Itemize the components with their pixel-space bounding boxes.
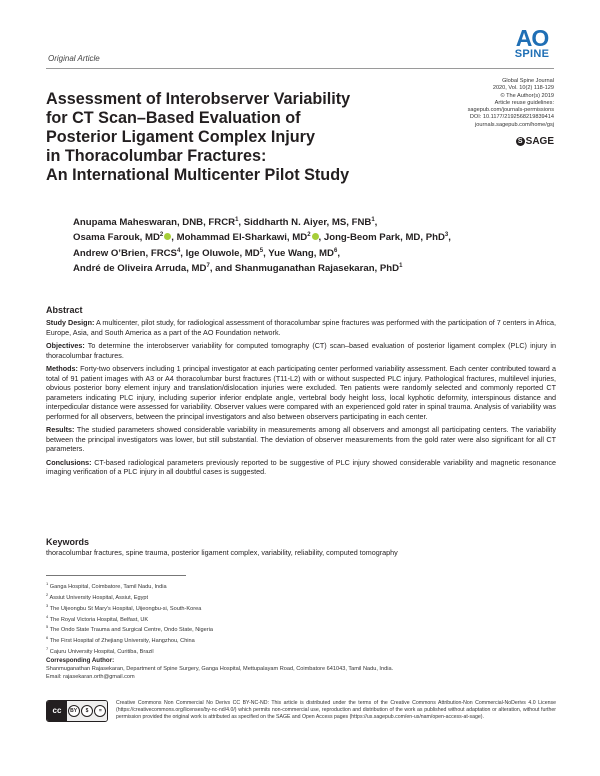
cc-license-badge[interactable] bbox=[46, 700, 108, 722]
by-icon: BY bbox=[68, 705, 80, 717]
abstract-conclusions bbox=[46, 458, 556, 477]
corresponding-author-heading: Corresponding Author: bbox=[46, 657, 115, 664]
journal-copyright: © The Author(s) 2019 bbox=[500, 92, 554, 99]
abstract-label: Conclusions: bbox=[46, 457, 92, 467]
journal-info bbox=[468, 78, 554, 129]
affiliation-item: $^7$ Cajuru University Hospital, Curitiba, Brazil bbox=[46, 646, 154, 656]
affiliation-marker: 6 bbox=[333, 247, 338, 254]
abstract-heading: Abstract bbox=[46, 305, 83, 315]
abstract-text: CT-based radiological parameters previously reported to be suggestive of PLC injury showed considerable variability and magnetic resonance imaging verification of a PLC injury in all doubtful cases is suggested. bbox=[46, 457, 556, 476]
author-name[interactable]: , Yue Wang, MD bbox=[263, 248, 334, 260]
abstract-objectives bbox=[46, 341, 556, 360]
cc-conditions bbox=[67, 701, 107, 721]
author-name[interactable]: André de Oliveira Arruda, MD bbox=[73, 263, 207, 275]
corresponding-email[interactable]: Email: rajasekaran.orth@gmail.com bbox=[46, 673, 135, 680]
keywords-text: thoracolumbar fractures, spine trauma, posterior ligament complex, variability, reliability, computed tomography bbox=[46, 548, 398, 557]
affiliations-divider bbox=[46, 575, 186, 576]
title-line: for CT Scan–Based Evaluation of bbox=[46, 109, 301, 127]
affiliation-marker: 1 bbox=[235, 217, 239, 223]
affiliation-item: $^5$ The Ondo State Trauma and Surgical Centre, Ondo State, Nigeria bbox=[46, 624, 213, 634]
abstract-text: The studied parameters showed considerable variability in measurements among all observers and amongst all participating centers. The variability between the principal investigators was lower, but still substantial. The deviation of observer measurements from the gold rater were also significant for all CT parameters. bbox=[46, 425, 556, 453]
affiliation-item: $^2$ Assiut University Hospital, Assiut, Egypt bbox=[46, 591, 149, 601]
affiliation-marker: 2 bbox=[159, 232, 164, 239]
sage-s-icon: S bbox=[516, 137, 525, 146]
affiliation-marker: 5 bbox=[259, 247, 264, 254]
logo-ao-text: AO bbox=[515, 25, 549, 51]
author-line bbox=[73, 260, 543, 275]
orcid-icon[interactable] bbox=[312, 233, 319, 240]
author-name[interactable]: , Mohammad El-Sharkawi, MD bbox=[171, 232, 308, 244]
affiliation-marker: 4 bbox=[176, 247, 181, 254]
affiliation-marker: 7 bbox=[206, 263, 210, 270]
abstract-results bbox=[46, 425, 556, 454]
article-type-label: Original Article bbox=[48, 54, 100, 63]
journal-doi[interactable]: DOI: 10.1177/2192568219839414 bbox=[469, 114, 554, 121]
logo-spine-text: SPINE bbox=[514, 48, 550, 60]
author-name[interactable]: Osama Farouk, MD bbox=[73, 232, 160, 244]
abstract-methods bbox=[46, 364, 556, 421]
author-name[interactable]: , and Shanmuganathan Rajasekaran, PhD bbox=[209, 263, 400, 275]
ao-spine-logo bbox=[506, 27, 558, 60]
abstract-label: Study Design: bbox=[46, 318, 95, 327]
sage-wordmark: SAGE bbox=[525, 136, 554, 147]
author-name[interactable]: , Ige Oluwole, MD bbox=[180, 248, 260, 260]
article-title bbox=[46, 90, 426, 185]
affiliation-marker: 1 bbox=[399, 263, 403, 270]
journal-reuse-link[interactable]: sagepub.com/journals-permissions bbox=[467, 107, 554, 114]
journal-volume: 2020, Vol. 10(2) 118-129 bbox=[492, 85, 554, 92]
affiliation-marker: 1 bbox=[371, 217, 375, 223]
title-line: An International Multicenter Pilot Study bbox=[46, 166, 350, 184]
abstract-study-design bbox=[46, 318, 556, 337]
affiliation-item: $^1$ Ganga Hospital, Coimbatore, Tamil Nadu, India bbox=[46, 581, 167, 590]
affiliations-list bbox=[46, 580, 213, 656]
title-line: Assessment of Interobserver Variability bbox=[46, 90, 351, 108]
affiliation-item: $^4$ The Royal Victoria Hospital, Belfast, UK bbox=[46, 613, 149, 623]
license-text: Creative Commons Non Commercial No Derivs CC BY-NC-ND: This article is distributed under the terms of the Creative Commons Attribution-Non Commercial-NoDerivs 4.0 License (https://creativecommons.org/licenses/by-nc-nd/4.0/) which permits non-commercial use, reproduction and distribution of the work as published without adaptation or alteration, without further permission provided the original work is attributed as specified on the SAGE and Open Access pages (https://us.sagepub.com/en-us/nam/open-access-at-sage). bbox=[116, 700, 556, 721]
affiliation-item: $^6$ The First Hospital of Zhejiang University, Hangzhou, China bbox=[46, 635, 195, 645]
header-divider bbox=[46, 68, 554, 69]
title-line: in Thoracolumbar Fractures: bbox=[46, 147, 267, 165]
nd-icon: = bbox=[94, 705, 106, 717]
abstract-text: Forty-two observers including 1 principal investigator at each participating center performed variability assessment. Each center contributed toward a total of 91 patient images with A3 or A4 thoracolumbar burst fractures (T11-L2) with or without suspected PLC injury. Pathological fractures, multilevel injuries, obvious posterior bony element injury and translation/dislocation injuries were excluded. Ten patients were randomly selected and commonly reported CT parameters indicating PLC injury, including superior inferior endplate angle, vertebral body height loss, local kyphotic deformity, interspinous distance and interpedicular distance were assessed for variability. Observer values were compared with an experienced gold rater in spinal trauma. Analysis of variability was performed for all observers, between the principal investigators and also between observers participating in each center. bbox=[46, 364, 556, 421]
cc-icon: cc bbox=[47, 701, 67, 721]
author-line: Andrew O’Brien, FRCS$^4$, Ige Oluwole, $MD^5$, Yue Wang, $MD^6$, bbox=[73, 247, 340, 260]
abstract-text: A multicenter, pilot study, for radiological assessment of thoracolumbar spine fractures was performed with the participation of 7 centers in Africa, Europe, Asia, and South America as a part of the AO Foundation network. bbox=[46, 318, 556, 337]
author-name[interactable]: , Siddharth N. Aiyer, MS, FNB bbox=[238, 217, 372, 229]
journal-home-link[interactable]: journals.sagepub.com/home/gsj bbox=[475, 121, 554, 128]
author-list bbox=[73, 214, 543, 276]
corresponding-author-details bbox=[46, 666, 556, 682]
title-line: Posterior Ligament Complex Injury bbox=[46, 128, 315, 146]
journal-name: Global Spine Journal bbox=[502, 78, 554, 84]
sage-logo bbox=[516, 136, 554, 147]
author-line: Osama Farouk, $MD^2$ , Mohammad El-Sharkawi, $MD^2$ , Jong-Beom Park, MD, PhD$^3$, bbox=[73, 232, 451, 244]
corresponding-address: Shanmuganathan Rajasekaran, Department of Spine Surgery, Ganga Hospital, Mettupalayam Road, Coimbatore 641043, Tamil Nadu, India. bbox=[46, 666, 394, 672]
author-name[interactable]: Andrew O’Brien, FRCS bbox=[73, 248, 177, 260]
nc-icon: $ bbox=[81, 705, 93, 717]
abstract-label: Methods: bbox=[46, 364, 78, 373]
abstract-label: Objectives: bbox=[46, 341, 85, 350]
author-line: Anupama Maheswaran, DNB, FRCR$^1$, Siddharth N. Aiyer, MS, FNB$^1$, bbox=[73, 217, 378, 229]
abstract-body bbox=[46, 318, 556, 481]
journal-reuse: Article reuse guidelines: bbox=[494, 99, 554, 106]
affiliation-marker: 2 bbox=[307, 232, 311, 239]
author-name[interactable]: Anupama Maheswaran, DNB, FRCR bbox=[73, 217, 236, 229]
affiliation-item: $^3$ The Uijeongbu St Mary’s Hospital, Uijeongbu-si, South-Korea bbox=[46, 602, 202, 612]
affiliation-marker: 3 bbox=[444, 232, 449, 239]
keywords-heading: Keywords bbox=[46, 537, 90, 547]
author-name[interactable]: , Jong-Beom Park, MD, PhD bbox=[318, 232, 445, 244]
abstract-label: Results: bbox=[46, 425, 75, 434]
abstract-text: To determine the interobserver variability for computed tomography (CT) scan–based evaluation of posterior ligament complex (PLC) injury in thoracolumbar fractures. bbox=[46, 341, 556, 360]
